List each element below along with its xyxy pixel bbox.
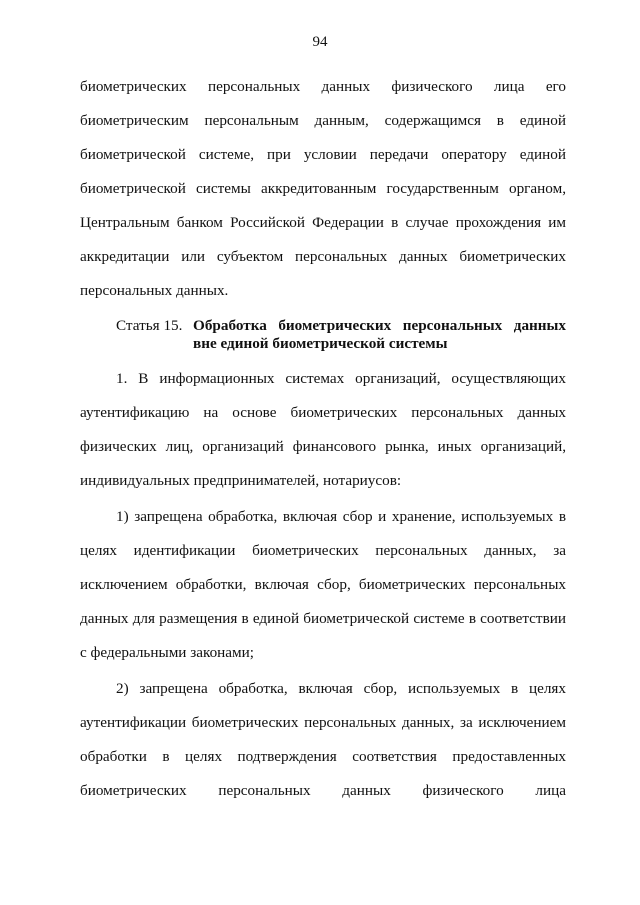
text-line: целях идентификации биометрических персональных данных, за xyxy=(80,542,566,559)
text-line: биометрической системы аккредитованным государственным органом, xyxy=(80,180,566,197)
text-line: 1) запрещена обработка, включая сбор и хранение, используемых в xyxy=(116,508,566,525)
text-line: исключением обработки, включая сбор, биометрических персональных xyxy=(80,576,566,593)
text-line: физических лиц, организаций финансового рынка, иных организаций, xyxy=(80,438,566,455)
text-line: Центральным банком Российской Федерации в случае прохождения им xyxy=(80,214,566,231)
article-title-line: Обработка биометрических персональных данных xyxy=(193,317,566,334)
text-line: биометрических персональных данных физического лица xyxy=(80,782,566,799)
text-line: персональных данных. xyxy=(80,282,229,299)
text-line: 1. В информационных системах организаций, осуществляющих xyxy=(116,370,566,387)
text-line: индивидуальных предпринимателей, нотариусов: xyxy=(80,472,402,489)
text-line: биометрической системе, при условии передачи оператору единой xyxy=(80,146,566,163)
text-line: биометрических персональных данных физического лица его xyxy=(80,78,566,95)
text-line: аккредитации или субъектом персональных данных биометрических xyxy=(80,248,566,265)
text-line: данных для размещения в единой биометрической системе в соответствии xyxy=(80,610,566,627)
text-line: с федеральными законами; xyxy=(80,644,254,661)
text-line: аутентификации биометрических персональных данных, за исключением xyxy=(80,714,566,731)
article-label: Статья 15. xyxy=(116,317,183,334)
article-title-line: вне единой биометрической системы xyxy=(193,335,448,352)
page-number: 94 xyxy=(312,34,328,50)
text-line: обработки в целях подтверждения соответствия предоставленных xyxy=(80,748,566,765)
text-line: биометрическим персональным данным, содержащимся в единой xyxy=(80,112,566,129)
text-line: аутентификацию на основе биометрических персональных данных xyxy=(80,404,566,421)
text-line: 2) запрещена обработка, включая сбор, используемых в целях xyxy=(116,680,566,697)
